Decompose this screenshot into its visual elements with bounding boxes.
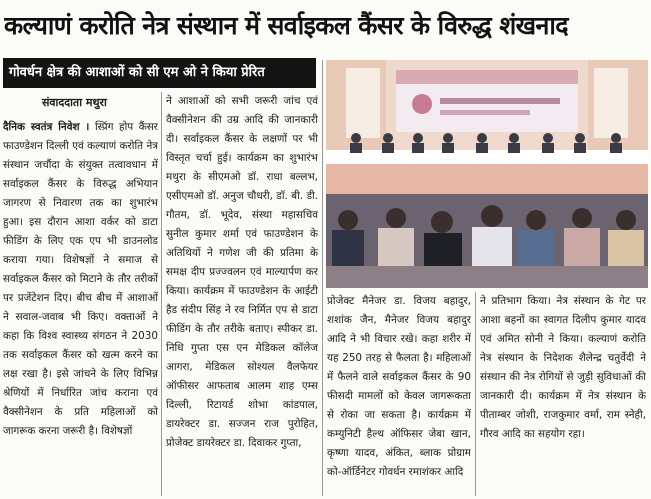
headline: कल्याणं करोति नेत्र संस्थान में सर्वाइकल कैंसर के विरुद्ध शंखनाद bbox=[4, 11, 568, 40]
article-text: प्रोजेक्ट मैनेजर डा. विजय बहादुर, शशांक जैन, मैनेजर विजय बहादुर आदि ने भी विचार रखे। कहा शरीर में यह 250 तरह से फैलता है। महिलाओं में फैलने वाले सर्वाइकल कैंसर के 90 फीसदी मामलों को केवल जागरूकता से रोका जा सकता है। कार्यक्रम में कम्युनिटी हैल्थ ऑफिसर जेबा खान, कृष्णा यादव, अंकित, ब्लाक प्रोग्राम को-ऑर्डिनेटर गोवर्धन रमाशंकर आदि bbox=[327, 295, 471, 478]
article-column-3 bbox=[327, 292, 471, 496]
article-column-1 bbox=[3, 118, 158, 496]
article-text: ने आशाओं को सभी जरूरी जांच एवं वैक्सीनेशन की उम्र आदि की जानकारी दी। सर्वाइकल कैंसर के लक्षणों पर भी विस्तृत चर्चा हुई। कार्यक्रम का शुभारंभ मथुरा के सीएमओ डॉ. राधा बल्लभ, एसीएमओ डॉ. अनुज चौधरी, डॉ. बी. डी. गौतम, डॉ. भूदेव, संस्था महासचिव सुनील कुमार शर्मा एवं फाउण्डेशन के अतिथियों ने गणेश जी की प्रतिमा के समक्ष दीप प्रज्ज्वलन एवं माल्यार्पण कर किया। कार्यक्रम में फाउण्डेशन के आईटी हैड संदीप सिंह ने रव निर्मित एप से डाटा फीडिंग के तौर तरीके बताए। स्पीकर डा. निधि गुप्ता एस एन मेडिकल कॉलेज आगरा, मेडिकल सोश्यल वैलफेयर ऑफीसर आफताब आलम शाह एम्स दिल्ली, रिटायर्ड शोभा कांडपाल, डायरेक्टर डा. सज्जन राज पुरोहित, प्रोजेक्ट डायरेक्टर डा. दिवाकर गुप्ता, bbox=[166, 95, 318, 449]
column-rule bbox=[322, 60, 323, 496]
article-lead: दैनिक स्वतंत्र निवेश । bbox=[3, 121, 90, 133]
article-text: ने प्रतिभाग किया। नेत्र संस्थान के गेट पर आशा बहनों का स्वागत दिलीप कुमार यादव एवं अमित सोनी ने किया। कल्याणं करोति नेत्र संस्थान के निदेशक शैलेन्द्र चतुर्वेदी ने संस्थान की नेत्र रोगियों से जुड़ी सुविधाओं की जानकारी दी। कार्यक्रम में नेत्र संस्थान के पीताम्बर जोशी, राजकुमार वर्मा, राम स्नेही, गौरव आदि का सहयोग रहा। bbox=[480, 295, 646, 440]
column-rule bbox=[161, 92, 162, 496]
column-rule bbox=[475, 292, 476, 496]
subheadline: गोवर्धन क्षेत्र की आशाओं को सी एम ओ ने किया प्रेरित bbox=[3, 58, 316, 88]
article-column-4 bbox=[480, 292, 646, 496]
event-photo bbox=[326, 60, 648, 288]
article-text: स्प्रिंग होप कैंसर फाउण्डेशन दिल्ली एवं कल्याणं करोति नेत्र संस्थान जचौंदा के संयुक्त तत्वावधान में सर्वाइकल कैंसर के विरुद्ध अभियान जागरण से निवारण तक का शुभारंभ हुआ। इस दौरान आशा वर्कर को डाटा फीडिंग के लिए एक एप भी डाउनलोड कराया गया। विशेषज्ञों ने समाज से सर्वाइकल कैंसर को मिटाने के तौर तरीकों पर प्रजेंटेशन दिए। बीच बीच में आशाओं ने सवाल-जवाब भी किए। वक्ताओं ने कहा कि विश्व स्वास्थ्य संगठन ने 2030 तक सर्वाइकल कैंसर को खत्म करने का लक्ष रखा है। इसे जांचने के लिए विभिन्न श्रेणियों में निर्धारित जांच कराना एवं वैक्सीनेशन के प्रति महिलाओं को जागरूक करना जरूरी है। विशेषज्ञों bbox=[3, 121, 158, 437]
article-column-2 bbox=[166, 92, 318, 496]
event-photo-illustration bbox=[326, 60, 648, 288]
dateline: संवाददाता मथुरा bbox=[42, 96, 107, 109]
